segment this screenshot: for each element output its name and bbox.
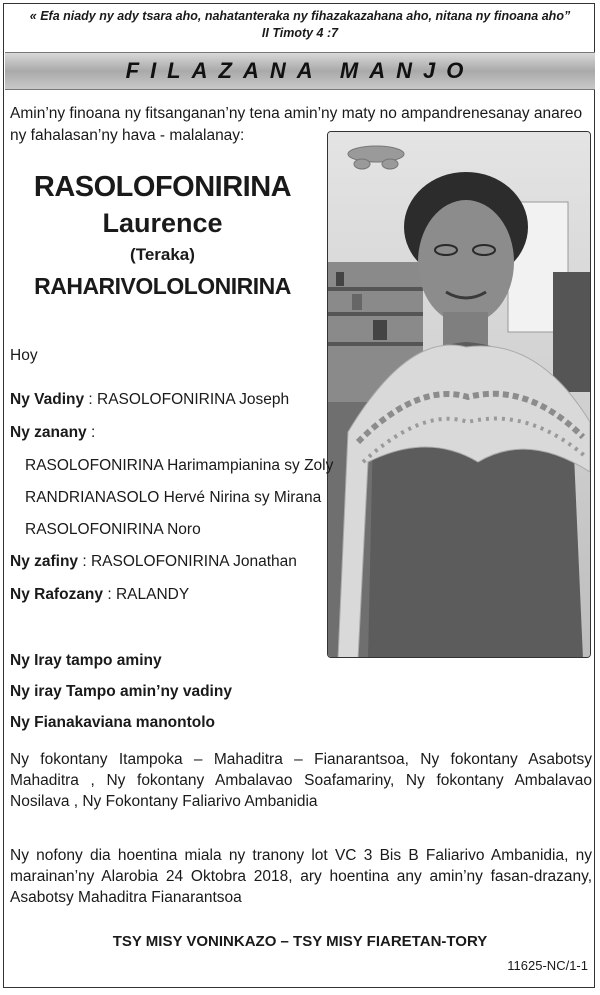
funeral-paragraph: Ny nofony dia hoentina miala ny tranony lot VC 3 Bis B Faliarivo Ambanidia, ny marainan’ny Alarobia 24 Oktobra 2018, ary hoentina any amin’ny fasan-drazany, Asabotsy Mahaditra Fianarantsoa [10, 847, 592, 906]
reference-code: 11625-NC/1-1 [507, 958, 588, 973]
fokontany-paragraph: Ny fokontany Itampoka – Mahaditra – Fianarantsoa, Ny fokontany Asabotsy Mahaditra , Ny fokontany Ambalavao Soafamariny, Ny fokontany Ambalavao Nosilava , Ny Fokontany Faliarivo Ambanidia [10, 751, 592, 810]
relative-label: Ny Fianakaviana manontolo [10, 714, 215, 731]
grandchild-label: Ny zafiny [10, 553, 79, 570]
title-banner [5, 52, 595, 90]
intro-text: Amin’ny finoana ny fitsanganan’ny tena amin’ny maty no ampandrenesanay anareo ny fahalasan’ny hava - malalanay: [10, 105, 583, 144]
spouse-label: Ny Vadiny [10, 391, 85, 408]
in-law-value: : RALANDY [103, 586, 190, 603]
relative-label: Ny iray Tampo amin’ny vadiny [10, 683, 232, 700]
deceased-name-block [10, 168, 315, 302]
portrait-photo [327, 131, 591, 658]
relative-item [10, 682, 232, 702]
grandchild-line [10, 552, 297, 572]
in-law-line [10, 585, 189, 605]
child-item: RANDRIANASOLO Hervé Nirina sy Mirana [25, 489, 322, 506]
hoy-label: Hoy [10, 347, 38, 364]
relative-item [10, 713, 215, 733]
quote-reference: II Timoty 4 :7 [261, 26, 339, 40]
deceased-given-name: Laurence [102, 208, 223, 238]
children-line [10, 423, 95, 443]
children-label: Ny zanany [10, 424, 87, 441]
children-colon: : [86, 424, 96, 441]
bible-quote [0, 8, 600, 42]
footer-notice: TSY MISY VONINKAZO – TSY MISY FIARETAN-TORY [112, 933, 488, 950]
grandchild-value: : RASOLOFONIRINA Jonathan [78, 553, 297, 570]
relative-label: Ny Iray tampo aminy [10, 652, 162, 669]
born-label: (Teraka) [130, 245, 195, 264]
deceased-maiden-name: RAHARIVOLOLONIRINA [34, 273, 291, 299]
child-item: RASOLOFONIRINA Noro [25, 521, 201, 538]
in-law-label: Ny Rafozany [10, 586, 104, 603]
quote-text: « Efa niady ny ady tsara aho, nahatanteraka ny fihazakazahana aho, nitana ny finoana aho” [29, 9, 571, 23]
banner-title: FILAZANA MANJO [125, 58, 475, 83]
spouse-value: : RASOLOFONIRINA Joseph [84, 391, 290, 408]
spouse-line [10, 390, 289, 410]
deceased-surname: RASOLOFONIRINA [33, 171, 292, 203]
relative-item [10, 651, 162, 671]
child-item: RASOLOFONIRINA Harimampianina sy Zoly [25, 457, 334, 474]
